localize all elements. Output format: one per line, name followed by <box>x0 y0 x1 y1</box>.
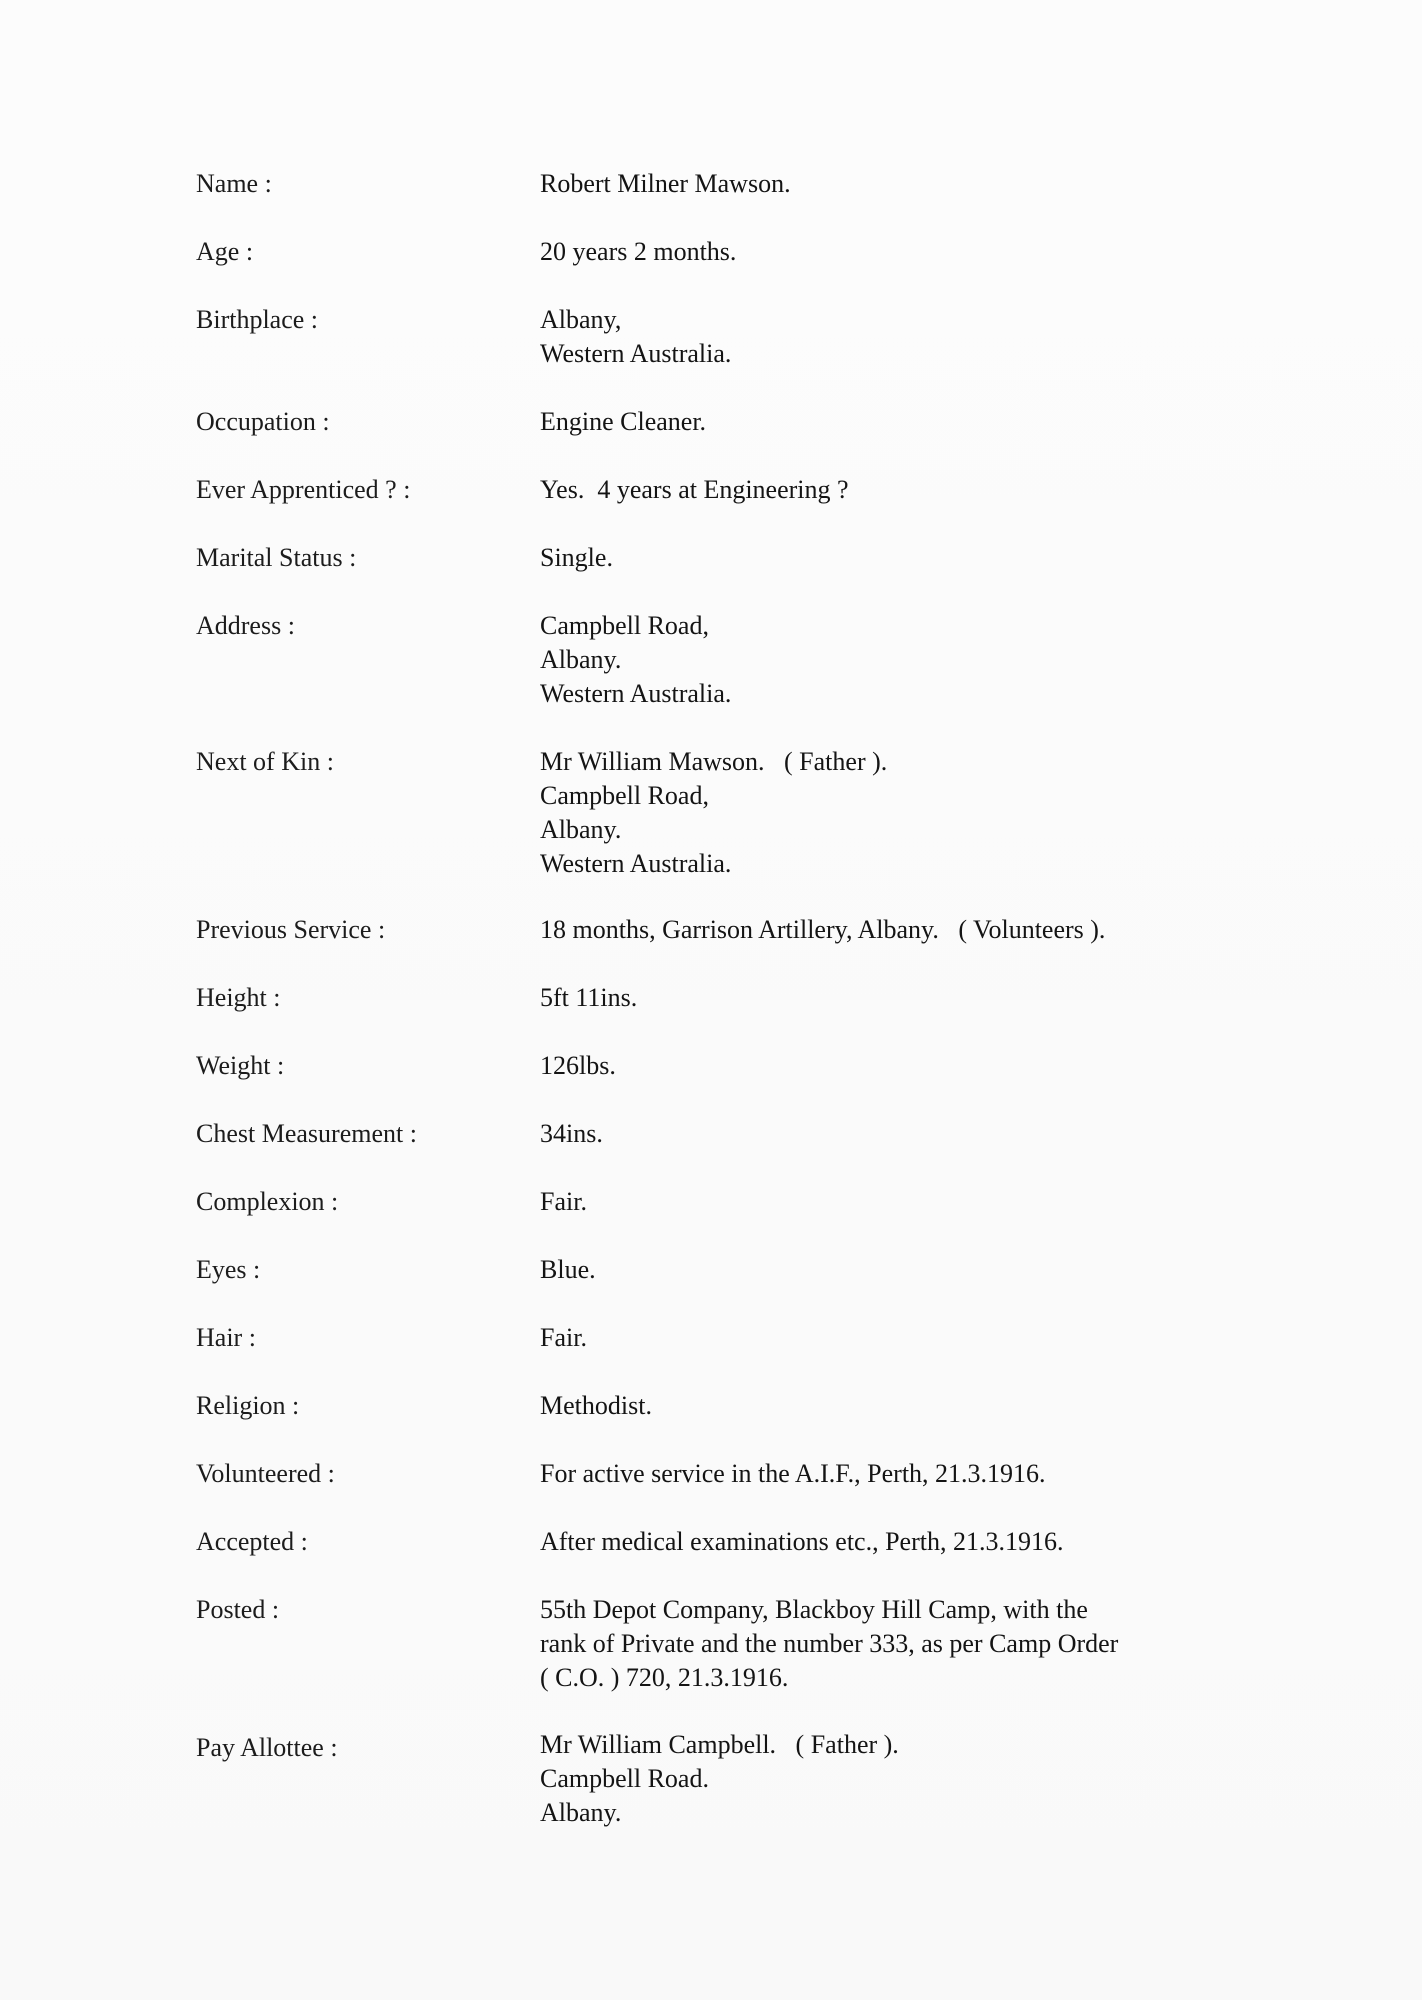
field-value: Engine Cleaner. <box>540 407 707 436</box>
field-label: Address : <box>196 611 295 640</box>
field-label: Height : <box>196 983 281 1012</box>
field-label: Hair : <box>196 1323 256 1352</box>
field-value: 5ft 11ins. <box>540 983 638 1012</box>
field-value: Blue. <box>540 1255 596 1284</box>
field-value: Yes. 4 years at Engineering ? <box>540 475 849 504</box>
field-label: Next of Kin : <box>196 747 334 776</box>
field-value: 126lbs. <box>540 1051 616 1080</box>
field-value: 34ins. <box>540 1119 603 1148</box>
field-label: Age : <box>196 237 254 266</box>
field-value: For active service in the A.I.F., Perth, 21.3.1916. <box>540 1459 1046 1488</box>
field-value: Single. <box>540 543 613 572</box>
field-value: Fair. <box>540 1187 587 1216</box>
field-value: Robert Milner Mawson. <box>540 169 791 198</box>
field-label: Posted : <box>196 1595 280 1624</box>
field-label: Name : <box>196 169 272 198</box>
field-label: Weight : <box>196 1051 285 1080</box>
field-value: Campbell Road, Albany. Western Australia. <box>540 611 732 708</box>
field-label: Accepted : <box>196 1527 308 1556</box>
field-label: Religion : <box>196 1391 300 1420</box>
field-value: 18 months, Garrison Artillery, Albany. ( Volunteers ). <box>540 915 1106 944</box>
field-label: Previous Service : <box>196 915 386 944</box>
field-label: Chest Measurement : <box>196 1119 417 1148</box>
field-value: Albany, Western Australia. <box>540 305 732 368</box>
field-label: Marital Status : <box>196 543 357 572</box>
field-label: Pay Allottee : <box>196 1733 338 1762</box>
field-value: 20 years 2 months. <box>540 237 737 266</box>
field-label: Ever Apprenticed ? : <box>196 475 411 504</box>
field-value: Mr William Mawson. ( Father ). Campbell Road, Albany. Western Australia. <box>540 747 888 878</box>
field-label: Eyes : <box>196 1255 261 1284</box>
field-label: Occupation : <box>196 407 330 436</box>
field-value: Fair. <box>540 1323 587 1352</box>
field-label: Complexion : <box>196 1187 339 1216</box>
field-label: Volunteered : <box>196 1459 335 1488</box>
field-value: Mr William Campbell. ( Father ). Campbell Road. Albany. <box>540 1730 899 1827</box>
field-value: 55th Depot Company, Blackboy Hill Camp, with the rank of Private and the number 333, as per Camp Order ( C.O. ) 720, 21.3.1916. <box>540 1595 1119 1692</box>
field-label: Birthplace : <box>196 305 319 334</box>
field-value: Methodist. <box>540 1391 652 1420</box>
field-value: After medical examinations etc., Perth, 21.3.1916. <box>540 1527 1064 1556</box>
